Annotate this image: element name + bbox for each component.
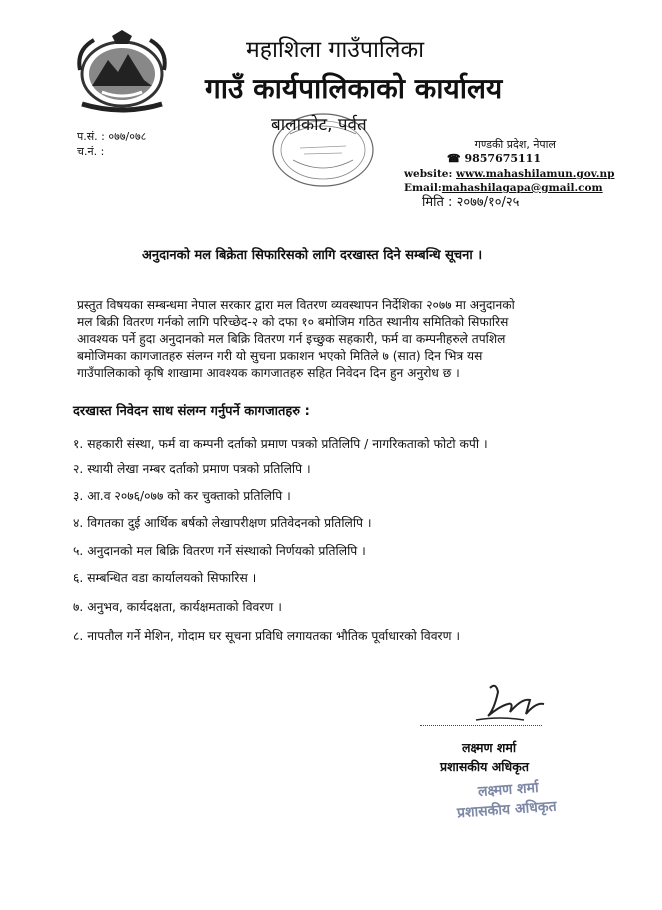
notice-subject: अनुदानको मल बिक्रेता सिफारिसको लागि दरखास्त दिने सम्बन्धि सूचना ।	[142, 248, 483, 263]
office-location: बालाकोट, पर्वत	[271, 115, 367, 135]
document-item: ३. आ.व २०७६/०७७ को कर चुक्ताको प्रतिलिपि ।	[73, 489, 291, 503]
document-item: १. सहकारी संस्था, फर्म वा कम्पनी दर्ताको प्रमाण पत्रको प्रतिलिपि / नागरिकताको फोटो कपी ।	[73, 437, 488, 451]
notice-body	[77, 297, 605, 382]
letter-number: प.सं. : ०७७/०७८	[77, 130, 147, 143]
body-line: आवश्यक पर्ने हुदा अनुदानको मल बिक्रि वितरण गर्न इच्छुक सहकारी, फर्म वा कम्पनीहरुले तपशिल	[77, 332, 506, 346]
email-label: Email:	[404, 182, 442, 194]
website-link[interactable]: www.mahashilamun.gov.np	[456, 168, 615, 180]
province-label: गण्डकी प्रदेश, नेपाल	[474, 138, 556, 151]
document-item: ८. नापतौल गर्ने मेशिन, गोदाम घर सूचना प्रविधि लगायतका भौतिक पूर्वाधारको विवरण ।	[73, 629, 461, 643]
office-name: गाउँ कार्यपालिकाको कार्यालय	[205, 72, 503, 105]
email-row	[404, 182, 603, 194]
document-item: ४. विगतका दुई आर्थिक बर्षको लेखापरीक्षण प्रतिवेदनको प्रतिलिपि ।	[73, 516, 372, 530]
signatory-title: प्रशासकीय अधिकृत	[440, 759, 529, 774]
signature-line	[420, 725, 542, 726]
email-link[interactable]: mahashilagapa@gmail.com	[441, 182, 603, 194]
body-line: मल बिक्री वितरण गर्नको लागि परिच्छेद-२ को दफा १० बमोजिम गठित स्थानीय समितिको सिफारिस	[77, 315, 509, 329]
document-item: ६. सम्बन्धित वडा कार्यालयको सिफारिस ।	[73, 571, 257, 585]
phone-icon: ☎	[446, 152, 461, 165]
document-item: ७. अनुभव, कार्यदक्षता, कार्यक्षमताको विवरण ।	[73, 600, 282, 614]
municipality-name: महाशिला गाउँपालिका	[246, 37, 425, 63]
documents-heading: दरखास्त निवेदन साथ संलग्न गर्नुपर्ने कागजातहरु :	[73, 404, 310, 419]
website-row	[404, 168, 614, 180]
phone-number: 9857675111	[464, 152, 541, 165]
body-line: गाउँपालिकाको कृषि शाखामा आवश्यक कागजातहरु सहित निवेदन दिन हुन अनुरोध छ ।	[77, 366, 460, 380]
title-stamp: प्रशासकीय अधिकृत	[456, 798, 558, 822]
body-line: बमोजिमका कागजातहरु संलग्न गरी यो सुचना प्रकाशन भएको मितिले ७ (सात) दिन भित्र यस	[77, 349, 483, 363]
phone-row	[447, 152, 541, 166]
signatory-name: लक्ष्मण शर्मा	[462, 740, 517, 755]
name-stamp: लक्ष्मण शर्मा	[477, 779, 540, 801]
handwritten-signature-icon	[470, 680, 550, 724]
document-item: २. स्थायी लेखा नम्बर दर्ताको प्रमाण पत्रको प्रतिलिपि ।	[73, 462, 311, 476]
body-line: प्रस्तुत विषयका सम्बन्धमा नेपाल सरकार द्वारा मल वितरण व्यवस्थापन निर्देशिका २०७७ मा अनुदानको	[77, 298, 515, 312]
website-label: website:	[404, 168, 453, 180]
document-item: ५. अनुदानको मल बिक्रि वितरण गर्ने संस्थाको निर्णयको प्रतिलिपि ।	[73, 544, 366, 558]
dispatch-number: च.नं. :	[77, 145, 105, 158]
notice-date: मिति : २०७७/१०/२५	[422, 195, 520, 210]
nepal-emblem-icon	[72, 30, 172, 114]
